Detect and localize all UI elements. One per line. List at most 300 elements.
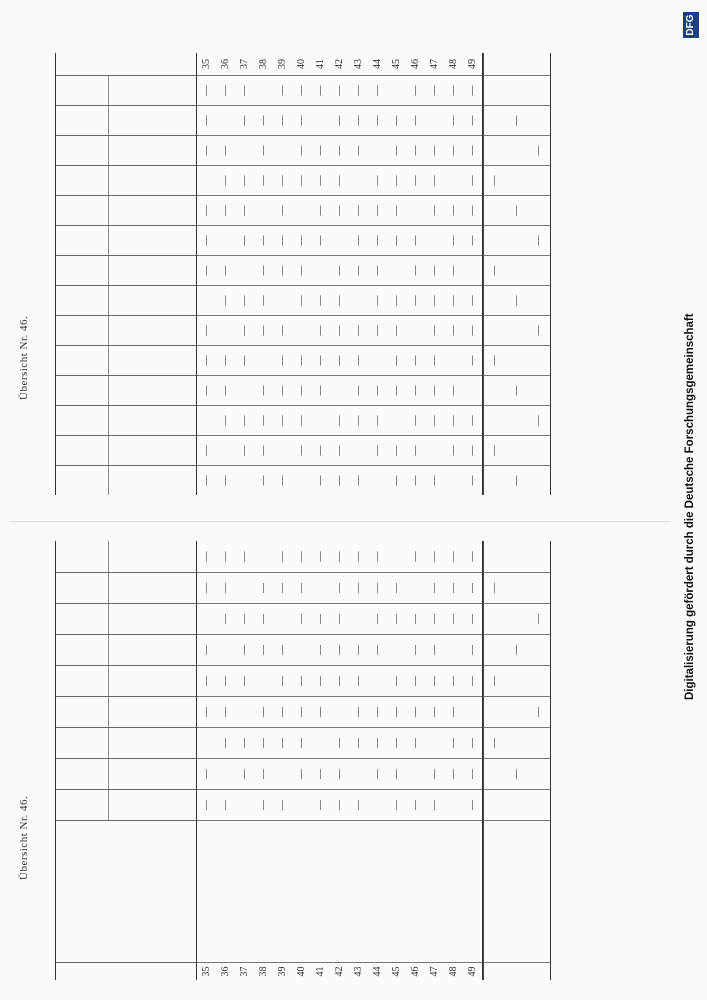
table-cell: — [311,634,330,665]
table-cell: — [387,603,406,634]
table-cell: — [368,572,387,603]
table-cell: — [425,758,444,789]
table-cell: — [254,465,273,495]
table-cell: — [330,603,349,634]
table-cell: — [463,315,482,345]
table-cell: — [273,165,292,195]
table-cell: — [349,634,368,665]
table-cell [506,789,528,820]
table-cell: — [235,727,254,758]
table-cell: — [368,727,387,758]
table-cell [216,105,235,135]
table-cell: — [254,255,273,285]
table-cell [368,135,387,165]
table-cell: — [296,551,307,562]
table-cell: — [273,405,292,435]
table-cell: — [239,551,250,562]
table-cell: — [254,375,273,405]
table-row [273,53,292,495]
table-cell [197,405,216,435]
table-cell: — [273,465,292,495]
table-cell: — [235,105,254,135]
table-cell: — [429,551,440,562]
table-cell: — [368,375,387,405]
table-cell [506,962,528,980]
left-page-table [55,541,551,980]
table-cell [528,541,550,572]
table-cell [292,465,311,495]
table-cell [387,255,406,285]
table-cell [463,375,482,405]
table-cell: — [292,75,311,105]
table-cell: — [349,572,368,603]
table-cell: — [387,105,406,135]
table-cell [506,53,528,75]
table-cell: — [273,696,292,727]
table-cell: — [463,405,482,435]
table-cell [406,195,425,225]
row-number: 48 [448,59,459,69]
row-number: 40 [296,59,307,69]
table-cell [463,696,482,727]
table-cell: — [216,375,235,405]
table-row [368,53,387,495]
table-cell: — [406,285,425,315]
table-cell: — [528,696,550,727]
table-cell: — [406,165,425,195]
table-cell: — [330,285,349,315]
table-cell [254,541,273,572]
totals-row [506,541,528,980]
table-cell: — [292,135,311,165]
table-cell: — [220,551,231,562]
table-cell: — [330,255,349,285]
table-cell: — [292,572,311,603]
table-cell [349,758,368,789]
table-cell: — [463,75,482,105]
table-cell: — [254,225,273,255]
left-running-title: Übersicht Nr. 46. [18,795,30,880]
table-cell: — [311,435,330,465]
table-cell [425,727,444,758]
table-cell: — [311,603,330,634]
table-cell: — [467,551,478,562]
table-cell [311,727,330,758]
dfg-logo: DFG [683,12,699,38]
table-cell: — [197,75,216,105]
table-cell [216,315,235,345]
table-row [292,541,311,980]
table-cell: — [463,634,482,665]
table-row [216,541,235,980]
table-cell: — [216,345,235,375]
table-cell [406,758,425,789]
table-cell: — [235,225,254,255]
table-cell: — [273,572,292,603]
table-cell: — [349,665,368,696]
table-cell: — [311,75,330,105]
table-cell: — [216,603,235,634]
table-cell [254,665,273,696]
header-cell [56,603,196,634]
table-cell: — [330,465,349,495]
table-cell: — [311,789,330,820]
row-number: 35 [197,962,216,980]
table-cell: — [425,345,444,375]
table-cell [273,285,292,315]
totals-row [483,53,506,495]
table-cell [528,820,550,962]
table-cell: — [292,727,311,758]
table-cell: — [273,375,292,405]
table-cell: — [330,165,349,195]
left-table-totals [483,541,551,980]
table-cell: — [463,435,482,465]
row-number: 40 [292,962,311,980]
table-cell: — [330,75,349,105]
table-cell [506,820,528,962]
table-cell: — [197,665,216,696]
table-cell [528,727,550,758]
table-cell: — [410,551,421,562]
table-cell [254,75,273,105]
table-cell: — [483,435,506,465]
table-cell: — [406,135,425,165]
header-cell [56,315,196,345]
table-cell: — [216,789,235,820]
table-row [197,53,216,495]
table-cell: — [292,345,311,375]
table-row [292,53,311,495]
table-cell: — [387,225,406,255]
table-cell: — [368,758,387,789]
table-cell: — [425,285,444,315]
table-cell: — [254,165,273,195]
table-cell: — [273,225,292,255]
table-cell: — [330,727,349,758]
table-cell: — [463,572,482,603]
table-row [425,53,444,495]
table-cell [506,255,528,285]
table-cell [483,105,506,135]
table-cell: — [406,789,425,820]
table-cell: — [406,105,425,135]
table-cell [444,465,463,495]
table-cell [216,820,235,962]
table-cell [463,820,482,962]
table-cell: — [311,696,330,727]
table-cell: — [463,105,482,135]
table-cell: — [528,603,550,634]
table-cell: — [387,572,406,603]
table-cell: — [425,665,444,696]
left-table-body [197,541,483,980]
table-cell: — [387,345,406,375]
table-cell: — [311,465,330,495]
table-cell: — [349,345,368,375]
header-cell [56,820,196,962]
table-cell: — [387,696,406,727]
header-cell [56,345,196,375]
table-cell: — [463,727,482,758]
header-cell [56,435,196,465]
table-cell [506,603,528,634]
table-cell: — [406,603,425,634]
table-cell: — [197,758,216,789]
table-cell: — [506,465,528,495]
row-number: 47 [425,962,444,980]
table-cell [483,53,506,75]
table-cell [483,789,506,820]
table-cell: — [235,405,254,435]
table-cell [483,465,506,495]
table-cell: — [483,572,506,603]
table-cell: — [197,135,216,165]
table-cell: — [311,165,330,195]
table-cell: — [425,165,444,195]
table-cell [483,195,506,225]
totals-row [483,541,506,980]
table-cell: — [254,435,273,465]
row-number: 38 [254,962,273,980]
table-cell: — [463,135,482,165]
table-cell: — [349,225,368,255]
header-cell [56,727,196,758]
table-cell [528,665,550,696]
table-cell [528,758,550,789]
table-cell [506,696,528,727]
header-cell [56,53,196,75]
table-cell: — [254,696,273,727]
table-cell: — [528,135,550,165]
table-cell: — [387,665,406,696]
table-cell: — [254,105,273,135]
table-row [349,541,368,980]
table-cell: — [425,315,444,345]
table-cell [506,345,528,375]
table-cell: — [463,345,482,375]
table-cell: — [349,465,368,495]
header-cell [56,195,196,225]
row-number: 44 [372,59,383,69]
table-cell: — [254,405,273,435]
table-cell [292,634,311,665]
table-cell [463,255,482,285]
table-cell [406,572,425,603]
table-cell [483,135,506,165]
table-cell: — [254,285,273,315]
table-cell: — [425,465,444,495]
table-cell [506,572,528,603]
table-cell: — [273,195,292,225]
right-table-totals [483,53,551,495]
table-cell: — [387,435,406,465]
table-row [406,53,425,495]
table-cell [506,665,528,696]
table-cell: — [483,345,506,375]
table-cell: — [292,405,311,435]
table-cell [235,135,254,165]
table-cell: — [235,435,254,465]
table-cell [349,435,368,465]
table-cell: — [483,727,506,758]
table-cell: — [387,375,406,405]
table-cell [216,435,235,465]
table-cell [483,962,506,980]
table-cell [528,255,550,285]
table-cell [330,696,349,727]
table-cell: — [444,135,463,165]
table-cell [311,105,330,135]
table-cell [368,820,387,962]
table-cell: — [235,195,254,225]
table-cell: — [216,405,235,435]
row-number: 37 [239,59,250,69]
header-cell [56,285,196,315]
table-cell: — [197,572,216,603]
table-cell: — [330,105,349,135]
table-cell: — [292,255,311,285]
table-cell: — [425,789,444,820]
table-cell: — [463,789,482,820]
table-cell: — [330,634,349,665]
table-cell [444,634,463,665]
table-cell: — [315,551,326,562]
table-cell: — [273,345,292,375]
table-cell: — [387,789,406,820]
table-cell: — [444,696,463,727]
row-number: 42 [330,962,349,980]
table-cell [387,634,406,665]
table-cell: — [216,465,235,495]
table-cell [528,572,550,603]
table-cell: — [235,75,254,105]
row-number: 43 [353,59,364,69]
row-number: 42 [334,59,345,69]
table-cell: — [216,727,235,758]
table-cell: — [444,225,463,255]
table-cell: — [254,603,273,634]
table-cell [197,285,216,315]
right-page-table [55,53,551,495]
table-cell [292,820,311,962]
table-cell: — [368,696,387,727]
table-cell: — [197,315,216,345]
table-cell: — [444,375,463,405]
table-cell [483,634,506,665]
table-cell: — [216,195,235,225]
table-cell [483,315,506,345]
table-cell: — [292,165,311,195]
header-cell [56,165,196,195]
table-cell [273,603,292,634]
table-cell [254,345,273,375]
row-number: 39 [273,962,292,980]
table-cell: — [197,105,216,135]
right-running-title: Übersicht Nr. 46. [18,315,30,400]
table-cell: — [463,758,482,789]
table-cell: — [273,105,292,135]
table-cell [425,105,444,135]
table-cell: — [506,195,528,225]
table-cell: — [387,165,406,195]
table-cell [387,75,406,105]
table-cell: — [216,572,235,603]
table-cell [425,435,444,465]
table-cell: — [330,758,349,789]
table-cell [483,285,506,315]
table-cell: — [372,551,383,562]
table-cell: — [368,435,387,465]
table-cell [235,255,254,285]
table-cell [311,405,330,435]
table-cell [273,435,292,465]
table-cell [235,465,254,495]
table-cell: — [483,165,506,195]
header-cell [56,758,196,789]
table-cell: — [235,603,254,634]
table-cell [368,665,387,696]
table-cell: — [292,696,311,727]
table-cell: — [311,225,330,255]
table-row [273,541,292,980]
table-cell [254,195,273,225]
table-cell [387,820,406,962]
table-cell: — [425,696,444,727]
table-cell: — [311,375,330,405]
table-cell [528,962,550,980]
table-cell: — [273,255,292,285]
table-cell [349,165,368,195]
table-cell: — [349,135,368,165]
row-number: 41 [315,59,326,69]
table-cell: — [425,135,444,165]
table-cell: — [387,465,406,495]
header-cell [56,665,196,696]
table-cell: — [349,727,368,758]
table-cell: — [387,758,406,789]
table-cell: — [444,315,463,345]
table-cell [197,165,216,195]
table-cell: — [292,435,311,465]
table-cell [406,315,425,345]
table-cell: — [483,665,506,696]
table-cell: — [349,195,368,225]
table-cell [528,375,550,405]
table-cell: — [292,225,311,255]
header-cell [56,255,196,285]
table-cell [235,789,254,820]
header-cell [56,541,196,572]
table-cell: — [334,551,345,562]
header-cell [56,135,196,165]
row-number: 43 [349,962,368,980]
table-cell: — [197,195,216,225]
table-row [254,53,273,495]
table-cell: — [254,135,273,165]
table-cell: — [387,315,406,345]
table-cell [483,405,506,435]
table-cell: — [197,255,216,285]
table-cell [483,225,506,255]
table-cell [368,465,387,495]
table-cell: — [292,375,311,405]
header-cell [56,75,196,105]
table-row [254,541,273,980]
table-cell: — [235,758,254,789]
table-cell: — [330,789,349,820]
table-row [463,541,482,980]
